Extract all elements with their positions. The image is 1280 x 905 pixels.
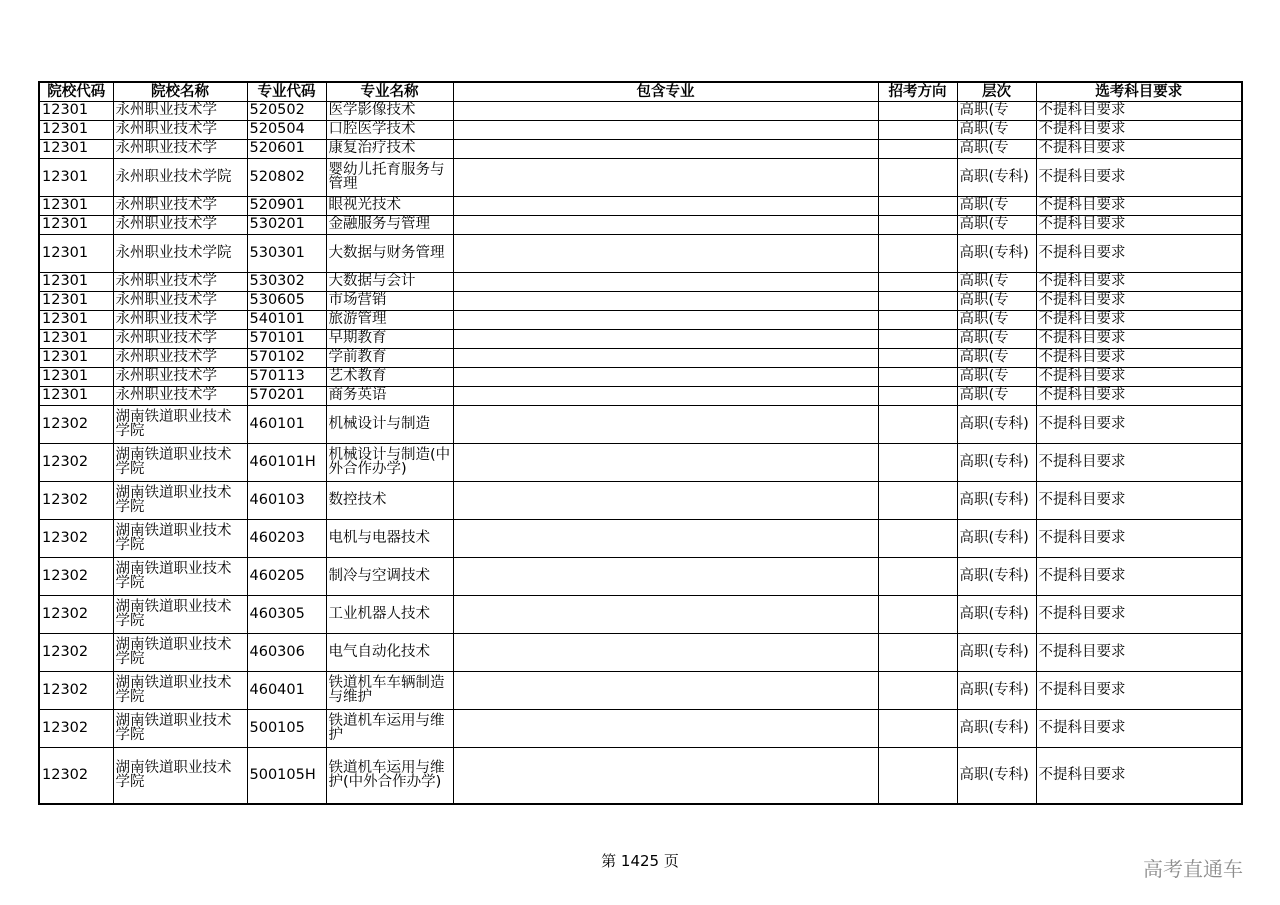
watermark: 高考直通车	[1143, 857, 1243, 881]
cell-school-code: 12301	[39, 349, 113, 368]
cell-level: 高职(专科)	[957, 159, 1036, 197]
cell-subject-requirement: 不提科目要求	[1036, 558, 1242, 596]
cell-major-name: 制冷与空调技术	[326, 558, 453, 596]
cell-school-code: 12301	[39, 292, 113, 311]
cell-level: 高职(专科)	[957, 672, 1036, 710]
cell-subject-requirement: 不提科目要求	[1036, 273, 1242, 292]
cell-school-code: 12302	[39, 672, 113, 710]
cell-major-name: 铁道机车车辆制造与维护	[326, 672, 453, 710]
cell-level: 高职(专	[957, 140, 1036, 159]
cell-direction	[878, 406, 957, 444]
cell-major-code: 530302	[247, 273, 326, 292]
cell-direction	[878, 596, 957, 634]
header-direction: 招考方向	[878, 82, 957, 102]
cell-school-code: 12301	[39, 216, 113, 235]
cell-subject-requirement: 不提科目要求	[1036, 235, 1242, 273]
cell-major-name: 商务英语	[326, 387, 453, 406]
cell-subject-requirement: 不提科目要求	[1036, 292, 1242, 311]
cell-subject-requirement: 不提科目要求	[1036, 102, 1242, 121]
cell-school-code: 12302	[39, 406, 113, 444]
cell-direction	[878, 330, 957, 349]
header-subject-requirement: 选考科目要求	[1036, 82, 1242, 102]
table-row	[39, 197, 1242, 216]
cell-subject-requirement: 不提科目要求	[1036, 387, 1242, 406]
cell-school-code: 12302	[39, 558, 113, 596]
cell-major-code: 520802	[247, 159, 326, 197]
cell-direction	[878, 235, 957, 273]
cell-level: 高职(专科)	[957, 444, 1036, 482]
cell-included-majors	[453, 596, 878, 634]
cell-level: 高职(专	[957, 216, 1036, 235]
header-level: 层次	[957, 82, 1036, 102]
cell-included-majors	[453, 672, 878, 710]
cell-major-code: 500105	[247, 710, 326, 748]
cell-major-name: 学前教育	[326, 349, 453, 368]
header-school-name: 院校名称	[113, 82, 247, 102]
cell-level: 高职(专科)	[957, 748, 1036, 805]
cell-school-code: 12302	[39, 482, 113, 520]
cell-major-name: 市场营销	[326, 292, 453, 311]
cell-school-code: 12302	[39, 520, 113, 558]
cell-level: 高职(专科)	[957, 482, 1036, 520]
cell-included-majors	[453, 330, 878, 349]
cell-included-majors	[453, 216, 878, 235]
cell-subject-requirement: 不提科目要求	[1036, 368, 1242, 387]
cell-school-name: 湖南铁道职业技术学院	[113, 634, 247, 672]
cell-major-name: 婴幼儿托育服务与管理	[326, 159, 453, 197]
cell-school-name: 永州职业技术学院	[113, 159, 247, 197]
cell-level: 高职(专科)	[957, 520, 1036, 558]
cell-included-majors	[453, 292, 878, 311]
cell-major-code: 460203	[247, 520, 326, 558]
table-row	[39, 387, 1242, 406]
table-row	[39, 710, 1242, 748]
cell-school-code: 12301	[39, 197, 113, 216]
cell-school-code: 12301	[39, 387, 113, 406]
cell-major-name: 旅游管理	[326, 311, 453, 330]
table-row	[39, 444, 1242, 482]
cell-included-majors	[453, 140, 878, 159]
cell-school-code: 12301	[39, 273, 113, 292]
cell-school-name: 湖南铁道职业技术学院	[113, 596, 247, 634]
cell-direction	[878, 292, 957, 311]
cell-major-code: 460101H	[247, 444, 326, 482]
cell-school-name: 永州职业技术学	[113, 216, 247, 235]
cell-direction	[878, 140, 957, 159]
cell-direction	[878, 273, 957, 292]
cell-included-majors	[453, 482, 878, 520]
cell-major-code: 540101	[247, 311, 326, 330]
cell-major-code: 460101	[247, 406, 326, 444]
cell-subject-requirement: 不提科目要求	[1036, 197, 1242, 216]
table-row	[39, 596, 1242, 634]
cell-level: 高职(专科)	[957, 634, 1036, 672]
cell-direction	[878, 672, 957, 710]
cell-school-name: 永州职业技术学	[113, 197, 247, 216]
cell-school-name: 湖南铁道职业技术学院	[113, 406, 247, 444]
cell-major-name: 大数据与财务管理	[326, 235, 453, 273]
cell-school-code: 12302	[39, 634, 113, 672]
table-row	[39, 159, 1242, 197]
table-row	[39, 634, 1242, 672]
cell-school-code: 12301	[39, 121, 113, 140]
table-row	[39, 482, 1242, 520]
cell-major-code: 530201	[247, 216, 326, 235]
header-school-code: 院校代码	[39, 82, 113, 102]
cell-subject-requirement: 不提科目要求	[1036, 330, 1242, 349]
cell-level: 高职(专	[957, 292, 1036, 311]
cell-major-name: 机械设计与制造(中外合作办学)	[326, 444, 453, 482]
cell-level: 高职(专科)	[957, 406, 1036, 444]
cell-subject-requirement: 不提科目要求	[1036, 311, 1242, 330]
cell-major-code: 520901	[247, 197, 326, 216]
cell-major-name: 工业机器人技术	[326, 596, 453, 634]
cell-level: 高职(专	[957, 368, 1036, 387]
cell-school-code: 12301	[39, 368, 113, 387]
cell-major-name: 医学影像技术	[326, 102, 453, 121]
cell-major-code: 460401	[247, 672, 326, 710]
cell-subject-requirement: 不提科目要求	[1036, 482, 1242, 520]
cell-direction	[878, 197, 957, 216]
admissions-table	[38, 81, 1243, 805]
cell-major-code: 570201	[247, 387, 326, 406]
cell-subject-requirement: 不提科目要求	[1036, 406, 1242, 444]
table-row	[39, 273, 1242, 292]
cell-major-name: 眼视光技术	[326, 197, 453, 216]
cell-school-name: 永州职业技术学	[113, 292, 247, 311]
cell-major-name: 艺术教育	[326, 368, 453, 387]
cell-major-code: 570102	[247, 349, 326, 368]
cell-subject-requirement: 不提科目要求	[1036, 216, 1242, 235]
cell-direction	[878, 444, 957, 482]
cell-major-name: 电机与电器技术	[326, 520, 453, 558]
cell-school-name: 永州职业技术学院	[113, 235, 247, 273]
cell-school-name: 永州职业技术学	[113, 140, 247, 159]
table-row	[39, 406, 1242, 444]
cell-major-name: 金融服务与管理	[326, 216, 453, 235]
cell-subject-requirement: 不提科目要求	[1036, 710, 1242, 748]
cell-included-majors	[453, 387, 878, 406]
cell-included-majors	[453, 558, 878, 596]
cell-school-name: 湖南铁道职业技术学院	[113, 444, 247, 482]
cell-subject-requirement: 不提科目要求	[1036, 159, 1242, 197]
cell-subject-requirement: 不提科目要求	[1036, 634, 1242, 672]
cell-level: 高职(专	[957, 349, 1036, 368]
cell-direction	[878, 121, 957, 140]
cell-major-name: 口腔医学技术	[326, 121, 453, 140]
table-row	[39, 292, 1242, 311]
header-included-majors: 包含专业	[453, 82, 878, 102]
table-row	[39, 121, 1242, 140]
cell-school-name: 永州职业技术学	[113, 121, 247, 140]
cell-direction	[878, 368, 957, 387]
cell-school-name: 湖南铁道职业技术学院	[113, 520, 247, 558]
cell-major-code: 530301	[247, 235, 326, 273]
cell-major-name: 早期教育	[326, 330, 453, 349]
cell-major-name: 机械设计与制造	[326, 406, 453, 444]
cell-level: 高职(专科)	[957, 710, 1036, 748]
cell-major-code: 570101	[247, 330, 326, 349]
cell-level: 高职(专	[957, 330, 1036, 349]
cell-major-name: 铁道机车运用与维护	[326, 710, 453, 748]
cell-school-code: 12302	[39, 596, 113, 634]
cell-school-code: 12301	[39, 311, 113, 330]
cell-direction	[878, 102, 957, 121]
cell-included-majors	[453, 634, 878, 672]
cell-direction	[878, 349, 957, 368]
cell-direction	[878, 520, 957, 558]
cell-direction	[878, 311, 957, 330]
table-row	[39, 102, 1242, 121]
table-row	[39, 311, 1242, 330]
cell-included-majors	[453, 311, 878, 330]
cell-subject-requirement: 不提科目要求	[1036, 596, 1242, 634]
cell-school-code: 12301	[39, 159, 113, 197]
cell-level: 高职(专	[957, 273, 1036, 292]
table-row	[39, 368, 1242, 387]
cell-school-name: 湖南铁道职业技术学院	[113, 710, 247, 748]
cell-major-name: 数控技术	[326, 482, 453, 520]
cell-subject-requirement: 不提科目要求	[1036, 349, 1242, 368]
cell-major-code: 520601	[247, 140, 326, 159]
cell-level: 高职(专科)	[957, 596, 1036, 634]
cell-included-majors	[453, 235, 878, 273]
cell-school-name: 永州职业技术学	[113, 311, 247, 330]
header-major-name: 专业名称	[326, 82, 453, 102]
cell-included-majors	[453, 520, 878, 558]
cell-direction	[878, 482, 957, 520]
cell-subject-requirement: 不提科目要求	[1036, 444, 1242, 482]
cell-direction	[878, 216, 957, 235]
cell-school-name: 湖南铁道职业技术学院	[113, 482, 247, 520]
cell-direction	[878, 634, 957, 672]
cell-major-code: 530605	[247, 292, 326, 311]
cell-included-majors	[453, 273, 878, 292]
cell-school-name: 永州职业技术学	[113, 273, 247, 292]
cell-school-code: 12301	[39, 330, 113, 349]
cell-school-code: 12301	[39, 102, 113, 121]
table-row	[39, 216, 1242, 235]
cell-school-code: 12302	[39, 748, 113, 805]
cell-school-name: 永州职业技术学	[113, 102, 247, 121]
cell-subject-requirement: 不提科目要求	[1036, 672, 1242, 710]
cell-direction	[878, 387, 957, 406]
cell-included-majors	[453, 748, 878, 805]
cell-school-code: 12302	[39, 710, 113, 748]
cell-included-majors	[453, 159, 878, 197]
cell-included-majors	[453, 197, 878, 216]
cell-level: 高职(专科)	[957, 235, 1036, 273]
cell-major-code: 570113	[247, 368, 326, 387]
table-row	[39, 748, 1242, 805]
cell-school-code: 12301	[39, 235, 113, 273]
cell-included-majors	[453, 444, 878, 482]
cell-subject-requirement: 不提科目要求	[1036, 748, 1242, 805]
table-body	[39, 102, 1242, 805]
cell-major-name: 电气自动化技术	[326, 634, 453, 672]
cell-school-name: 永州职业技术学	[113, 387, 247, 406]
cell-direction	[878, 558, 957, 596]
table-row	[39, 140, 1242, 159]
cell-included-majors	[453, 710, 878, 748]
cell-included-majors	[453, 349, 878, 368]
cell-school-name: 湖南铁道职业技术学院	[113, 672, 247, 710]
table-row	[39, 558, 1242, 596]
cell-major-code: 460306	[247, 634, 326, 672]
cell-school-code: 12302	[39, 444, 113, 482]
cell-major-code: 520504	[247, 121, 326, 140]
cell-school-name: 湖南铁道职业技术学院	[113, 558, 247, 596]
cell-subject-requirement: 不提科目要求	[1036, 140, 1242, 159]
cell-included-majors	[453, 368, 878, 387]
cell-school-code: 12301	[39, 140, 113, 159]
cell-direction	[878, 710, 957, 748]
table-row	[39, 235, 1242, 273]
cell-direction	[878, 159, 957, 197]
cell-level: 高职(专	[957, 387, 1036, 406]
header-row	[39, 82, 1242, 102]
cell-school-name: 湖南铁道职业技术学院	[113, 748, 247, 805]
cell-school-name: 永州职业技术学	[113, 330, 247, 349]
cell-major-name: 康复治疗技术	[326, 140, 453, 159]
cell-direction	[878, 748, 957, 805]
cell-level: 高职(专	[957, 102, 1036, 121]
header-major-code: 专业代码	[247, 82, 326, 102]
cell-level: 高职(专	[957, 311, 1036, 330]
cell-major-name: 大数据与会计	[326, 273, 453, 292]
cell-school-name: 永州职业技术学	[113, 368, 247, 387]
cell-major-code: 460205	[247, 558, 326, 596]
cell-included-majors	[453, 406, 878, 444]
cell-level: 高职(专	[957, 121, 1036, 140]
cell-included-majors	[453, 121, 878, 140]
table-row	[39, 672, 1242, 710]
cell-major-code: 460305	[247, 596, 326, 634]
cell-school-name: 永州职业技术学	[113, 349, 247, 368]
table-row	[39, 349, 1242, 368]
table-row	[39, 330, 1242, 349]
cell-major-code: 500105H	[247, 748, 326, 805]
cell-major-code: 520502	[247, 102, 326, 121]
cell-level: 高职(专科)	[957, 558, 1036, 596]
cell-subject-requirement: 不提科目要求	[1036, 121, 1242, 140]
page-number: 第 1425 页	[601, 852, 679, 870]
cell-subject-requirement: 不提科目要求	[1036, 520, 1242, 558]
cell-major-name: 铁道机车运用与维护(中外合作办学)	[326, 748, 453, 805]
cell-major-code: 460103	[247, 482, 326, 520]
cell-level: 高职(专	[957, 197, 1036, 216]
cell-included-majors	[453, 102, 878, 121]
table-row	[39, 520, 1242, 558]
